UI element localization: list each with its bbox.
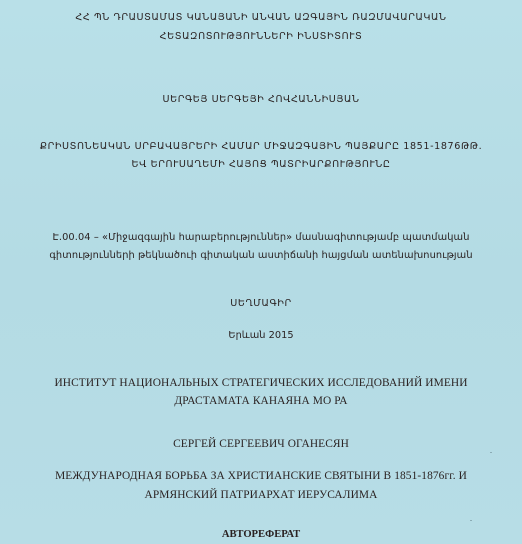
paper-speck — [490, 452, 492, 453]
russian-institute-line-2: ДРАСТАМАТА КАНАЯНА МО РА — [174, 395, 348, 407]
armenian-institute-line-1: ՀՀ ՊՆ ԴՐԱՍՏԱՄԱՏ ԿԱՆԱՅԱՆԻ ԱՆՎԱՆ ԱԶԳԱՅԻՆ ՌԱԶՄԱՎԱՐԱԿԱՆ — [75, 12, 447, 23]
armenian-specialty-line-1: Է.00.04 – «Միջազգային հարաբերություններ» մասնագիտությամբ պատմական — [52, 232, 470, 243]
armenian-institute-line-2: ՀԵՏԱԶՈՏՈՒԹՅՈՒՆՆԵՐԻ ԻՆՍՏԻՏՈՒՏ — [159, 31, 363, 42]
russian-author-name: СЕРГЕЙ СЕРГЕЕВИЧ ОГАНЕСЯН — [173, 438, 349, 450]
russian-title-line-2: АРМЯНСКИЙ ПАТРИАРХАТ ИЕРУСАЛИМА — [144, 489, 378, 501]
russian-document-type: АВТОРЕФЕРАТ — [221, 529, 301, 540]
russian-title-line-1: МЕЖДУНАРОДНАЯ БОРЬБА ЗА ХРИСТИАНСКИЕ СВЯТЫНИ В 1851-1876гг. И — [55, 470, 467, 482]
armenian-place-year: Երևան 2015 — [228, 330, 294, 341]
armenian-title-line-1: ՔՐԻՍՏՈՆԵԱԿԱՆ ՍՐԲԱՎԱՅՐԵՐԻ ՀԱՄԱՐ ՄԻՋԱԶԳԱՅԻՆ ՊԱՅՔԱՐԸ 1851-1876ԹԹ. — [39, 141, 483, 152]
armenian-title-line-2: ԵՎ ԵՐՈՒՍԱՂԵՄԻ ՀԱՅՈՑ ՊԱՏՐԻԱՐՔՈՒԹՅՈՒՆԸ — [131, 159, 391, 170]
paper-speck — [470, 520, 472, 521]
armenian-document-type: ՍԵՂՄԱԳԻՐ — [230, 298, 292, 309]
russian-institute-line-1: ИНСТИТУТ НАЦИОНАЛЬНЫХ СТРАТЕГИЧЕСКИХ ИССЛЕДОВАНИЙ ИМЕНИ — [54, 377, 468, 389]
armenian-author-name: ՍԵՐԳԵՅ ՍԵՐԳԵՅԻ ՀՈՎՀԱՆՆԻՍՅԱՆ — [162, 94, 360, 105]
armenian-specialty-line-2: գիտությունների թեկնածուի գիտական աստիճանի հայցման ատենախոսության — [49, 250, 473, 261]
